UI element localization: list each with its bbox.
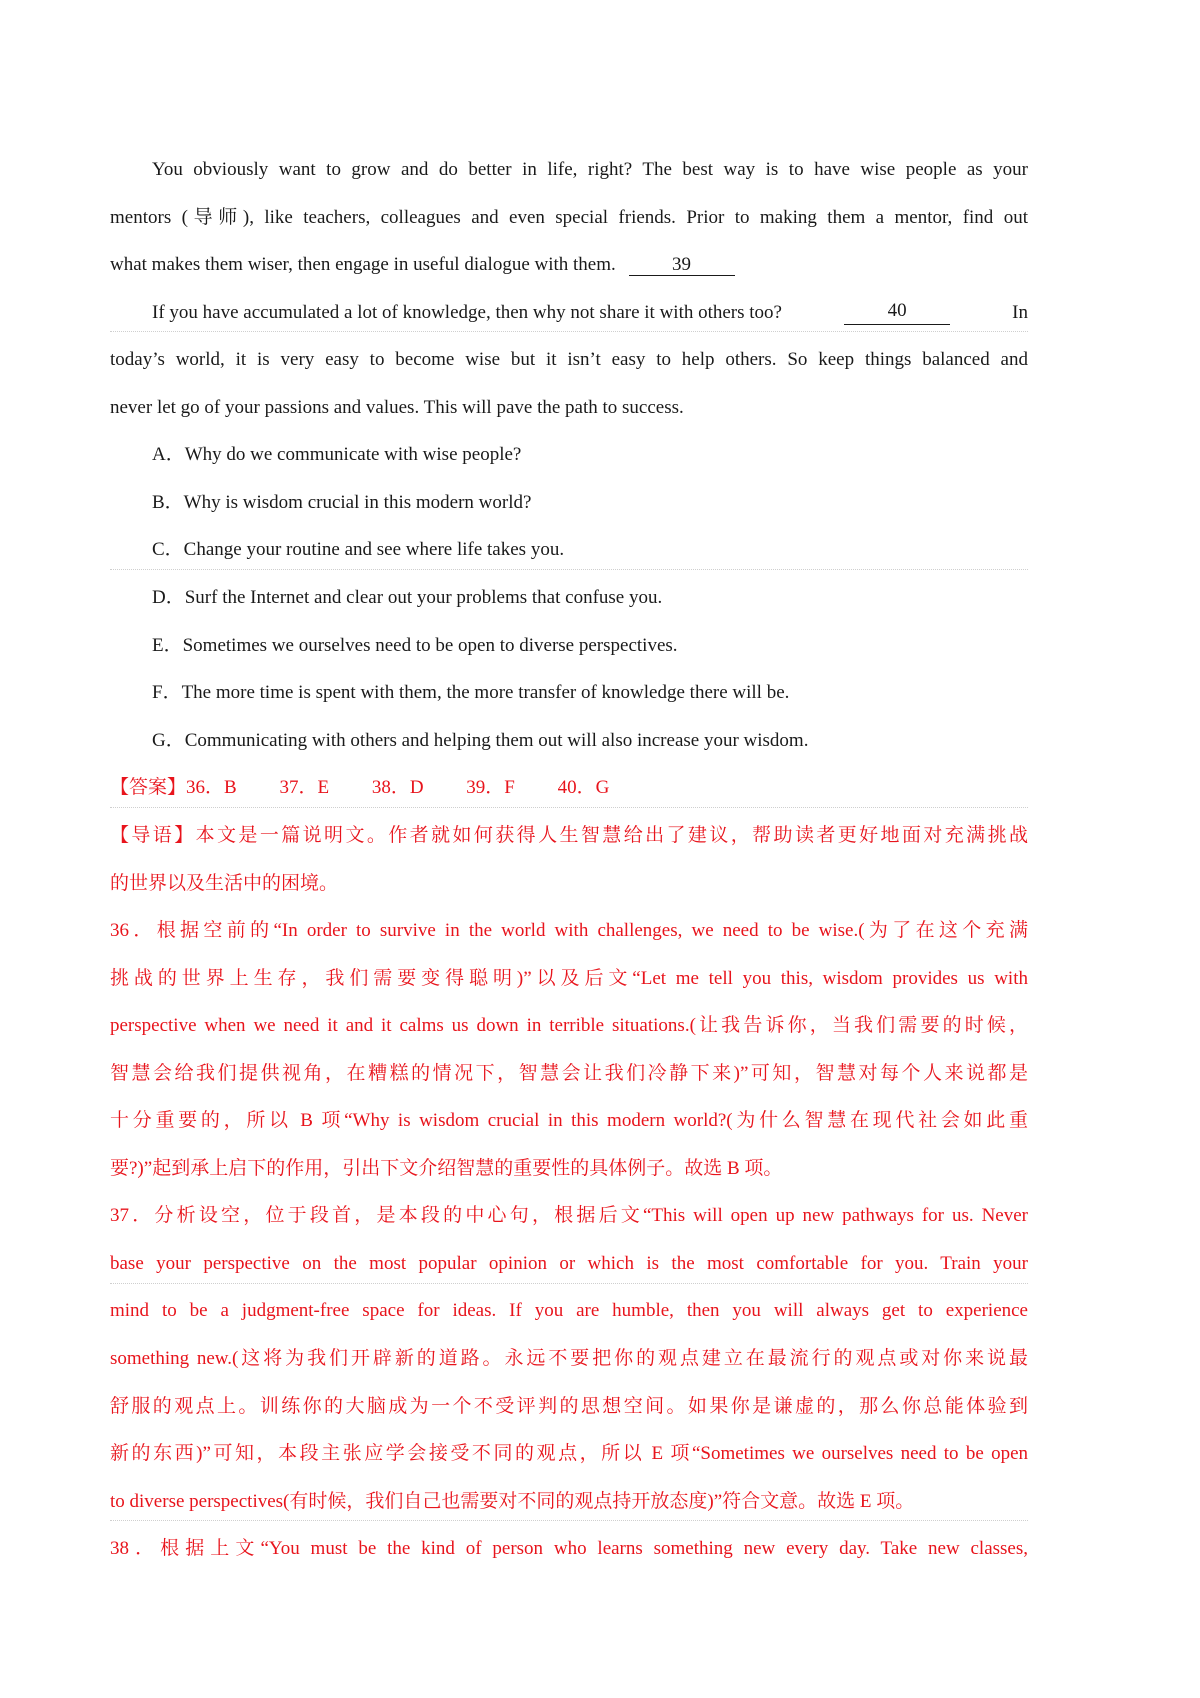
intro-line1: 【导语】本文是一篇说明文。作者就如何获得人生智慧给出了建议，帮助读者更好地面对充满挑战 [110, 825, 1028, 846]
passage-p1-line2: mentors (导师), like teachers, colleagues and even special friends. Prior to making them a mentor, find out [110, 207, 1028, 228]
dotted-separator [110, 569, 1028, 570]
dotted-separator [110, 807, 1028, 808]
explanation-line: perspective when we need it and it calms us down in terrible situations.(让我告诉你，当我们需要的时候， [110, 1015, 1028, 1036]
explanation-line: 智慧会给我们提供视角，在糟糕的情况下，智慧会让我们冷静下来)”可知，智慧对每个人来说都是 [110, 1063, 1028, 1084]
passage-p1-line1: You obviously want to grow and do better in life, right? The best way is to have wise people as your [152, 159, 1028, 180]
explanation-line: 37．分析设空，位于段首，是本段的中心句，根据后文“This will open up new pathways for us. Never [110, 1205, 1028, 1226]
option-a: A．Why do we communicate with wise people? [152, 444, 522, 465]
passage-p2-line2: today’s world, it is very easy to become wise but it isn’t easy to help others. So keep things balanced and [110, 349, 1028, 370]
answer-38: 38．D [371, 777, 424, 798]
explanation-line: to diverse perspectives(有时候，我们自己也需要对不同的观点持开放态度)”符合文意。故选 E 项。 [110, 1491, 915, 1512]
explanation-line: 舒服的观点上。训练你的大脑成为一个不受评判的思想空间。如果你是谦虚的，那么你总能体验到 [110, 1396, 1028, 1417]
option-e: E．Sometimes we ourselves need to be open to diverse perspectives. [152, 635, 678, 656]
option-b: B．Why is wisdom crucial in this modern world? [152, 492, 532, 513]
explanation-line: 十分重要的，所以 B 项“Why is wisdom crucial in this modern world?(为什么智慧在现代社会如此重 [110, 1110, 1028, 1131]
explanation-line: 要?)”起到承上启下的作用，引出下文介绍智慧的重要性的具体例子。故选 B 项。 [110, 1158, 783, 1179]
passage-p1-line3 [110, 253, 1028, 277]
option-g: G．Communicating with others and helping them out will also increase your wisdom. [152, 730, 809, 751]
blank-39: 39 [629, 255, 735, 276]
explanation-line: 挑战的世界上生存，我们需要变得聪明)”以及后文“Let me tell you this, wisdom provides us with [110, 968, 1028, 989]
explanation-line: something new.(这将为我们开辟新的道路。永远不要把你的观点建立在最流行的观点或对你来说最 [110, 1348, 1028, 1369]
answer-39: 39．F [466, 777, 515, 798]
passage-p2-line1 [152, 301, 1028, 325]
passage-p2-in: In [1012, 302, 1028, 323]
option-d: D．Surf the Internet and clear out your problems that confuse you. [152, 587, 663, 608]
explanation-line: base your perspective on the most popular opinion or which is the most comfortable for you. Train your [110, 1253, 1028, 1274]
option-c: C．Change your routine and see where life takes you. [152, 539, 565, 560]
answer-line [110, 776, 1028, 800]
answer-label: 【答案】 [110, 777, 187, 798]
explanation-line: 38．根据上文“You must be the kind of person who learns something new every day. Take new classes, [110, 1538, 1028, 1559]
passage-p2-line3: never let go of your passions and values. This will pave the path to success. [110, 397, 684, 418]
blank-40: 40 [844, 301, 950, 325]
answer-37: 37．E [279, 777, 330, 798]
passage-p1-line3-text: what makes them wiser, then engage in useful dialogue with them. [110, 254, 616, 275]
dotted-separator [110, 1520, 1028, 1521]
answer-36: 36．B [186, 777, 237, 798]
dotted-separator [110, 331, 1028, 332]
option-f: F．The more time is spent with them, the more transfer of knowledge there will be. [152, 682, 790, 703]
dotted-separator [110, 1283, 1028, 1284]
explanation-line: mind to be a judgment-free space for ideas. If you are humble, then you will always get to experience [110, 1300, 1028, 1321]
answer-40: 40．G [557, 777, 610, 798]
explanation-line: 36．根据空前的“In order to survive in the world with challenges, we need to be wise.(为了在这个充满 [110, 920, 1028, 941]
passage-p2-start: If you have accumulated a lot of knowledge, then why not share it with others too? [152, 302, 782, 323]
intro-line2: 的世界以及生活中的困境。 [110, 873, 339, 894]
explanation-line: 新的东西)”可知，本段主张应学会接受不同的观点，所以 E 项“Sometimes we ourselves need to be open [110, 1443, 1028, 1464]
